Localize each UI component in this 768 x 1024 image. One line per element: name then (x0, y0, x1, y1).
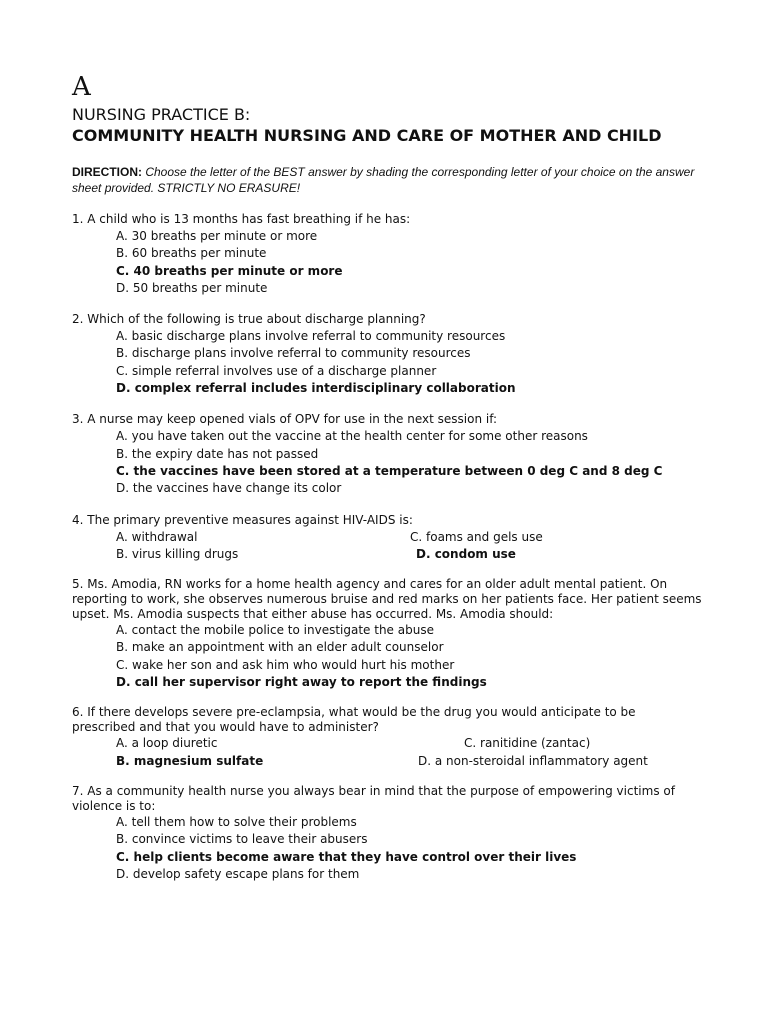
question-stem: 7. As a community health nurse you always bear in mind that the purpose of empowering victims of violence is to: (72, 783, 675, 813)
question-stem: 6. If there develops severe pre-eclampsia, what would be the drug you would anticipate to be prescribed and that you would have to administer? (72, 705, 636, 735)
choice-b-correct: B. magnesium sulfate (116, 753, 264, 768)
exam-page (72, 72, 702, 883)
question-stem: 2. Which of the following is true about discharge planning? (72, 312, 426, 327)
exam-title: COMMUNITY HEALTH NURSING AND CARE OF MOTHER AND CHILD (72, 126, 662, 145)
question-1 (72, 211, 702, 297)
choice-d: D. 50 breaths per minute (116, 280, 268, 295)
practice-heading: NURSING PRACTICE B: (72, 105, 251, 124)
choice-c-correct: C. 40 breaths per minute or more (116, 263, 343, 278)
choice-d: D. the vaccines have change its color (116, 481, 342, 496)
answer-choices (116, 622, 702, 691)
choice-row (116, 529, 702, 546)
question-stem: 4. The primary preventive measures against HIV-AIDS is: (72, 512, 413, 527)
question-stem: 3. A nurse may keep opened vials of OPV for use in the next session if: (72, 412, 498, 427)
choice-b: B. convince victims to leave their abusers (116, 832, 368, 847)
choice-b: B. the expiry date has not passed (116, 446, 319, 461)
question-3 (72, 411, 702, 497)
question-7 (72, 784, 702, 883)
answer-choices (116, 735, 702, 770)
choice-b: B. 60 breaths per minute (116, 246, 267, 261)
question-stem: 5. Ms. Amodia, RN works for a home health agency and cares for an older adult mental patient. On reporting to work, she observes numerous bruise and red marks on her patients face. Her patient seems upset. Ms. Amodia suspects that either abuse has occurred. Ms. Amodia should: (72, 577, 702, 622)
choice-c-correct: C. help clients become aware that they have control over their lives (116, 849, 577, 864)
choice-a: A. a loop diuretic (116, 736, 218, 751)
choice-a: A. contact the mobile police to investigate the abuse (116, 623, 434, 638)
answer-choices (116, 814, 702, 883)
direction-text: Choose the letter of the BEST answer by shading the corresponding letter of your choice on the answer sheet provided. STRICTLY NO ERASURE! (72, 165, 695, 195)
choice-d-correct: D. call her supervisor right away to report the findings (116, 675, 487, 690)
choice-row (116, 546, 702, 563)
choice-a: A. tell them how to solve their problems (116, 814, 357, 829)
choice-a: A. basic discharge plans involve referral to community resources (116, 329, 506, 344)
set-letter: A (72, 72, 91, 102)
choice-row (116, 735, 702, 752)
answer-choices (116, 529, 702, 564)
answer-choices (116, 228, 702, 297)
choice-a: A. 30 breaths per minute or more (116, 229, 318, 243)
choice-d: D. develop safety escape plans for them (116, 866, 360, 881)
choice-b: B. discharge plans involve referral to community resources (116, 346, 471, 361)
choice-c: C. wake her son and ask him who would hurt his mother (116, 657, 455, 672)
choice-row (116, 753, 702, 770)
choice-d: D. a non-steroidal inflammatory agent (418, 753, 648, 768)
choice-c: C. foams and gels use (410, 529, 543, 544)
choice-c: C. ranitidine (zantac) (464, 736, 591, 751)
choice-a: A. you have taken out the vaccine at the health center for some other reasons (116, 429, 588, 444)
choice-a: A. withdrawal (116, 529, 198, 544)
choice-b: B. virus killing drugs (116, 546, 239, 561)
direction-label: DIRECTION: (72, 165, 142, 179)
directions (72, 164, 697, 196)
question-5 (72, 577, 702, 691)
question-2 (72, 311, 702, 397)
choice-c-correct: C. the vaccines have been stored at a temperature between 0 deg C and 8 deg C (116, 463, 663, 478)
choice-c: C. simple referral involves use of a discharge planner (116, 363, 437, 378)
question-stem: 1. A child who is 13 months has fast breathing if he has: (72, 212, 411, 226)
answer-choices (116, 328, 702, 397)
question-6 (72, 705, 702, 770)
answer-choices (116, 428, 702, 497)
question-4 (72, 512, 702, 564)
choice-d-correct: D. condom use (416, 546, 516, 561)
choice-d-correct: D. complex referral includes interdisciplinary collaboration (116, 381, 516, 396)
choice-b: B. make an appointment with an elder adult counselor (116, 640, 444, 655)
